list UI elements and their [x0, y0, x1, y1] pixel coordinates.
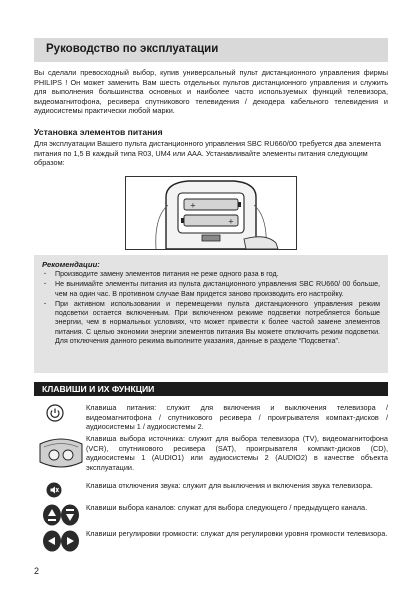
battery-compartment-illustration [126, 177, 296, 249]
key-row-source [34, 434, 388, 474]
key-row-power [34, 403, 388, 431]
intro-paragraph: Вы сделали превосходный выбор, купив универсальный пульт дистанционного управления фирмы PHILIPS ! Он может заменить Вам шесть отдельных пультов дистанционного управления и служить для выполнения большинства основных и наиболее часто используемых функций телевизора, видеомагнитофона, ресивера спутникового телевидения / декодера кабельного телевидения и аудиосистемы практически любой марки. [34, 68, 388, 116]
recommendations-box [34, 255, 388, 373]
key-description: Клавиша выбора источника: служит для выбора телевизора (TV), видеомагнитофона (VCR), спутникового ресивера (SAT), проигрывателя компакт-дисков (CD), аудиосистемы 1 (AUDIO1) или аудиосистемы 2 (AUDIO2) в качестве объекта эксплуатации. [86, 434, 388, 472]
keys-section-title: КЛАВИШИ И ИХ ФУНКЦИИ [42, 384, 155, 394]
recommendations-title: Рекомендации: [42, 260, 100, 269]
source-selector-icon [38, 436, 84, 475]
svg-text:+: + [228, 217, 234, 226]
key-description: Клавиша отключения звука: служит для выключения и включения звука телевизора. [86, 481, 373, 490]
page-title: Руководство по эксплуатации [46, 43, 219, 55]
batteries-paragraph: Для эксплуатации Вашего пульта дистанционного управления SBC RU660/00 требуется два элемента питания по 1,5 В каждый типа R03, UM4 или AAA. Устанавливайте элементы питания следующим образом: [34, 139, 382, 168]
page-title-bar [34, 38, 388, 62]
page-number: 2 [34, 566, 40, 576]
batteries-heading: Установка элементов питания [34, 127, 163, 137]
key-description: Клавиши регулировки громкости: служат для регулировки уровня громкости телевизора. [86, 529, 388, 538]
power-icon [46, 404, 64, 427]
channel-keys-icon [42, 503, 80, 532]
recommendation-item: · При активном использовании и перемещении пульта дистанционного управления режим подсветки остается включенным. При включенном режиме подсветки потребляется больше энергии, чем в нормальных условиях, что может привести к более частой замене элементов питания. С целью экономии энергии элементов питания Вы можете отключить режим подсветки. Для отключения данного режима выполните указания, данные в разделе “Подсветка”. [42, 300, 380, 346]
keys-section-bar [34, 382, 388, 396]
key-description: Клавиши выбора каналов: служат для выбора следующего / предыдущего канала. [86, 503, 368, 512]
key-row-channel [34, 503, 388, 527]
key-row-volume [34, 529, 388, 553]
recommendation-item: · Не вынимайте элементы питания из пульта дистанционного управления SBC RU660/ 00 больше, чем на один час. В противном случае Вам придется заново производить его настройку. [42, 280, 380, 299]
recommendations-list [42, 270, 380, 347]
key-row-mute [34, 481, 388, 503]
volume-keys-icon [42, 529, 80, 558]
svg-text:+: + [190, 201, 196, 210]
recommendation-item: · Производите замену элементов питания не реже одного раза в год. [42, 270, 380, 279]
battery-installation-figure [125, 176, 297, 250]
key-description: Клавиша питания: служит для включения и выключения телевизора / видеомагнитофона / спутникового ресивера / проигрывателя компакт-дисков / аудиосистемы 1 / аудиосистемы 2. [86, 403, 388, 432]
mute-icon [46, 482, 62, 503]
